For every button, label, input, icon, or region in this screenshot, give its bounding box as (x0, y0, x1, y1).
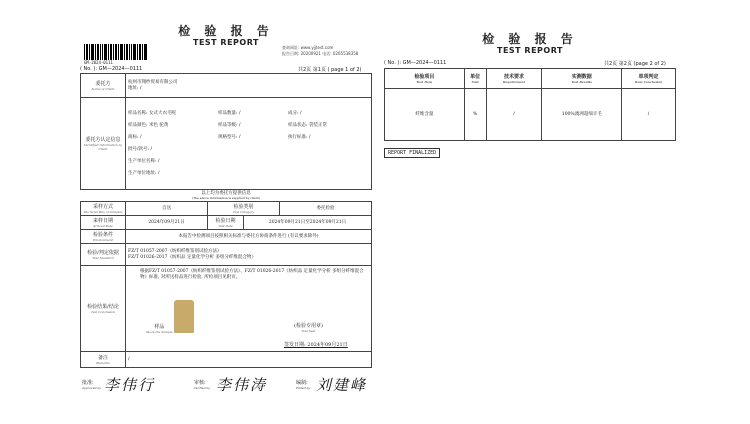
composition: 成分: / (288, 110, 302, 116)
sample-grade: 样品等级: / (218, 122, 241, 128)
lot-number: 批号/款号: / (128, 146, 153, 152)
client-info-label: 委托方认定信息 Identified Information by Client (81, 98, 126, 190)
client-label: 委托方 Name of Client (81, 74, 126, 98)
test-category-label: 检验类别 Test Category (208, 202, 280, 216)
row-test-item: 纤维含量 (385, 89, 465, 141)
sample-photo (174, 300, 194, 333)
col-item-conclusion: 单项判定 Item Conclusion (622, 69, 676, 89)
issue-date: 签发日期: 2024年09月21日 (284, 342, 348, 348)
approved-label: 批准: Approved by (82, 380, 102, 390)
sample-color: 样品颜色: 米色 驼黄 (128, 122, 169, 128)
approved-signature: 李伟行 (104, 376, 156, 394)
report-title-2: 检 验 报 告 (482, 32, 578, 46)
row-test-result: 100%澳洲超细羊毛 (542, 89, 622, 141)
verified-label: 审核: Verified by (194, 380, 211, 390)
sampling-label: 采样方式 The Send Way of Samples (81, 202, 126, 216)
sample-name: 样品名称: 女式大衣毛呢 (128, 110, 176, 116)
test-category-value: 委托检验 (279, 202, 371, 216)
brand: 商标: / (128, 134, 142, 140)
verified-signature: 李伟涛 (216, 376, 268, 394)
results-table (384, 68, 676, 141)
query-website: 查询网址: www.yjjtest.com (282, 45, 334, 50)
env-label: 检验条件 Environment (81, 230, 126, 244)
basis-label: 检验/判定依据 Test Standard (81, 244, 126, 266)
sample-caption: 样品 Stock the Sample (146, 324, 173, 334)
sampling-value: 自送 (126, 202, 208, 216)
arrival-value: 2024年09月21日 (126, 216, 208, 230)
basis-standard-1: FZ/T 01057-2007《纺织纤维鉴别试验方法》 (128, 248, 222, 254)
sample-state: 样品状态: 袋装正常 (288, 122, 327, 128)
row-unit: % (464, 89, 486, 141)
client-info (126, 74, 372, 98)
query-date-phone: 报告日期: 20200921 电话: 0265538358 (282, 50, 359, 56)
report-page-2 (384, 0, 676, 424)
row-requirement: / (486, 89, 542, 141)
sample-qty: 样品数量: / (218, 110, 241, 116)
env-value: 本报告中检测项目按照相关标准与委托方协商条件进行 (有议要求除外) (126, 230, 372, 244)
basis-value (126, 244, 372, 266)
col-test-results: 实测数据 Test Results (542, 69, 622, 89)
conclusion-label: 检验结果/结论 Test Conclusion (81, 266, 126, 352)
results-header-row (385, 69, 676, 89)
arrival-label: 来样日期 Arrived Date (81, 216, 126, 230)
report-number-2: ( No. ): GM—2024—0111 (384, 60, 447, 66)
row-conclusion: / (622, 89, 676, 141)
client-address: 地址: / (128, 85, 142, 91)
page-indicator-2: 共2页 第2页 (page 2 of 2) (604, 61, 666, 67)
table-row (385, 89, 676, 141)
remarks-label: 备注 Remarks (81, 352, 126, 368)
report-main-table (80, 73, 372, 368)
client-note: 以上均为委托方提供信息 (The above information is supplied by client) (81, 190, 372, 202)
col-test-item: 检验项目 Test Item (385, 69, 465, 89)
report-number: ( No. ): GM—2024—0111 (80, 66, 143, 72)
report-finalized-stamp: REPORT FINALIZED (384, 148, 440, 158)
edited-label: 编制: Edited by (296, 380, 311, 390)
test-seal-label: (检验专用章) Test Seal (294, 323, 323, 333)
barcode-number: GM-2024-0111 (84, 60, 113, 65)
barcode-icon (84, 44, 148, 60)
test-date-label: 检验日期 Test Date (208, 216, 244, 230)
conclusion-text: 根据FZ/T 01057-2007《纺织纤维鉴别试验方法》、FZ/T 01026-2017《纺织品 定量化学分析 多组分纤维混合物》标准, 对所送样品进行检验, 所检项目见附页。 (140, 269, 364, 280)
conclusion-cell (126, 266, 372, 352)
exec-standard: 执行标准: / (288, 134, 311, 140)
basis-standard-2: FZ/T 01026-2017《纺织品 定量化学分析 多组分纤维混合物》 (128, 254, 256, 260)
spec: 规格型号: / (218, 134, 241, 140)
report-page-1 (80, 0, 372, 424)
report-title: 检 验 报 告 (178, 24, 274, 38)
report-query-info (282, 45, 358, 56)
remarks-value: / (126, 352, 372, 368)
client-info-grid (126, 98, 372, 190)
report-subtitle: TEST REPORT (193, 38, 259, 47)
page-indicator: 共2页 第1页 ( page 1 of 2) (298, 67, 362, 73)
test-date-value: 2024年09月21日至2024年09月21日 (244, 216, 372, 230)
maker-address: 生产单位地址: / (128, 170, 160, 176)
client-name: 杭州市翔纱贸易有限公司 (128, 79, 178, 85)
col-unit: 单位 Unit (464, 69, 486, 89)
maker-name: 生产单位名称: / (128, 158, 160, 164)
report-subtitle-2: TEST REPORT (497, 46, 563, 55)
col-requirement: 技术要求 Requirement (486, 69, 542, 89)
edited-signature: 刘建峰 (316, 376, 368, 394)
